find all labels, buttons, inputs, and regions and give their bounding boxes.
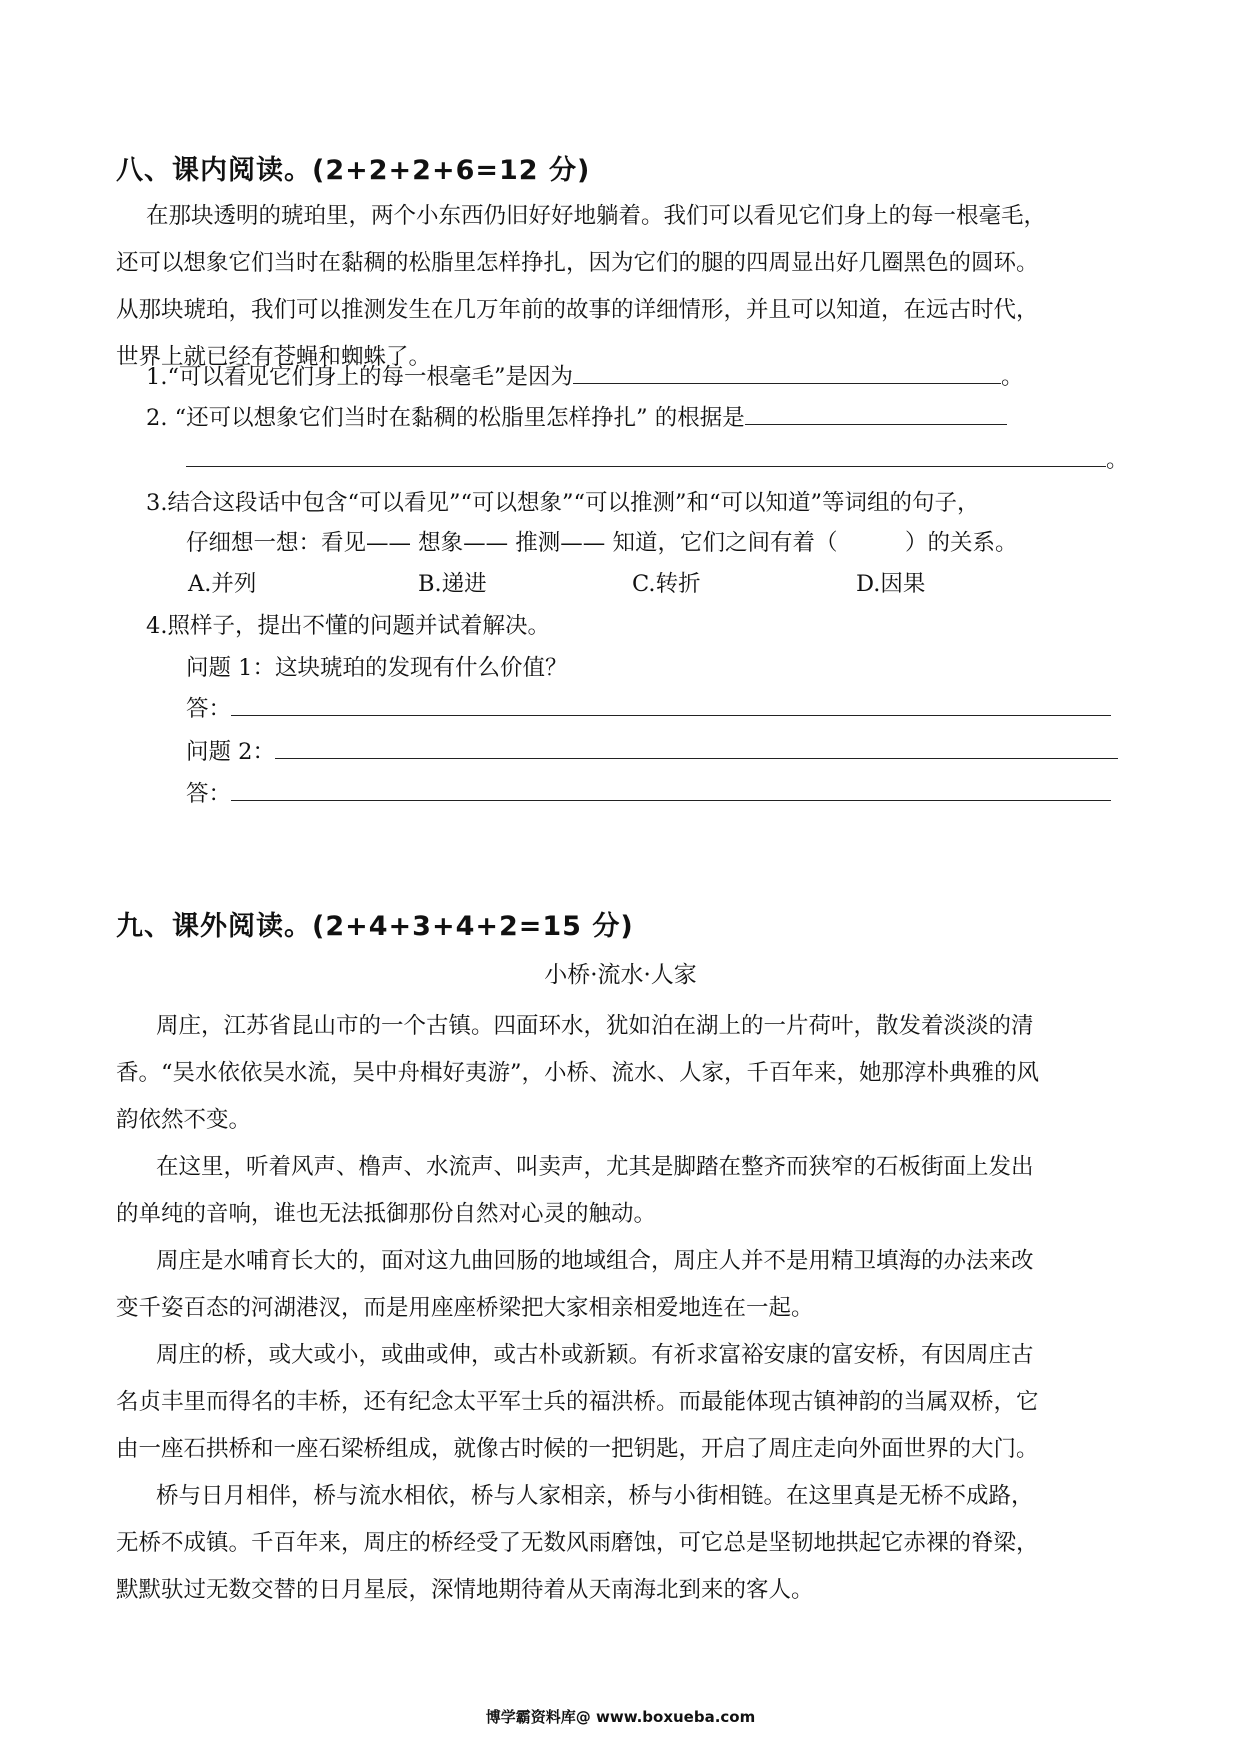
article-line: 由一座石拱桥和一座石梁桥组成，就像古时候的一把钥匙，开启了周庄走向外面世界的大门。 — [116, 1436, 1039, 1462]
question-3-line2: 仔细想一想：看见—— 想象—— 推测—— 知道，它们之间有着（ ）的关系。 — [186, 530, 1018, 556]
article-line: 默默驮过无数交替的日月星辰，深情地期待着从天南海北到来的客人。 — [116, 1577, 814, 1603]
article-line: 韵依然不变。 — [116, 1107, 252, 1133]
question-1 — [146, 354, 1024, 401]
article-line: 的单纯的音响，谁也无法抵御那份自然对心灵的触动。 — [116, 1201, 657, 1227]
article-line: 香。“吴水依依吴水流，吴中舟楫好夷游”，小桥、流水、人家，千百年来，她那淳朴典雅的风 — [116, 1060, 1040, 1086]
answer-label: 答： — [186, 696, 232, 722]
article-line: 名贞丰里而得名的丰桥，还有纪念太平军士兵的福洪桥。而最能体现古镇神韵的当属双桥，它 — [116, 1389, 1039, 1415]
page-footer: 博学霸资料库@ www.boxueba.com — [485, 1708, 756, 1726]
passage-line: 从那块琥珀，我们可以推测发生在几万年前的故事的详细情形，并且可以知道，在远古时代， — [116, 297, 1039, 323]
section9-heading: 九、课外阅读。(2+4+3+4+2=15 分) — [116, 911, 634, 942]
article-title: 小桥·流水·人家 — [544, 962, 697, 988]
article-line: 周庄，江苏省昆山市的一个古镇。四面环水，犹如泊在湖上的一片荷叶，散发着淡淡的清 — [156, 1013, 1034, 1039]
article-line: 无桥不成镇。千百年来，周庄的桥经受了无数风雨磨蚀，可它总是坚韧地拱起它赤裸的脊梁， — [116, 1530, 1039, 1556]
option-c[interactable]: C.转折 — [632, 571, 701, 597]
answer-blank[interactable] — [275, 736, 1118, 759]
article-line: 桥与日月相伴，桥与流水相依，桥与人家相亲，桥与小街相链。在这里真是无桥不成路， — [156, 1483, 1034, 1509]
answer-label: 答： — [186, 781, 232, 807]
question-4-example: 问题 1：这块琥珀的发现有什么价值？ — [186, 655, 568, 681]
answer-blank[interactable] — [186, 444, 1106, 467]
article-line: 在这里，听着风声、橹声、水流声、叫卖声，尤其是脚踏在整齐而狭窄的石板街面上发出 — [156, 1154, 1034, 1180]
article-line: 变千姿百态的河湖港汊，而是用座座桥梁把大家相亲相爱地连在一起。 — [116, 1295, 814, 1321]
answer-blank[interactable] — [745, 402, 1007, 425]
question-4: 4.照样子，提出不懂的问题并试着解决。 — [146, 613, 550, 639]
question-3: 3.结合这段话中包含“可以看见”“可以想象”“可以推测”和“可以知道”等词组的句子， — [146, 490, 980, 516]
answer-row-1 — [186, 686, 1111, 733]
question-1-end: 。 — [1000, 364, 1024, 390]
answer-blank[interactable] — [231, 693, 1111, 716]
passage-line: 还可以想象它们当时在黏稠的松脂里怎样挣扎，因为它们的腿的四周显出好几圈黑色的圆环。 — [116, 250, 1039, 276]
answer-blank[interactable] — [231, 778, 1111, 801]
question-2-label: 问题 2： — [186, 739, 275, 765]
section9-article — [116, 1003, 1126, 1614]
option-b[interactable]: B.递进 — [418, 571, 487, 597]
section8-passage — [116, 193, 1126, 381]
option-a[interactable]: A.并列 — [188, 571, 257, 597]
article-line: 周庄的桥，或大或小，或曲或伸，或古朴或新颖。有祈求富裕安康的富安桥，有因周庄古 — [156, 1342, 1034, 1368]
answer-blank[interactable] — [573, 361, 1001, 384]
article-line: 周庄是水哺育长大的，面对这九曲回肠的地域组合，周庄人并不是用精卫填海的办法来改 — [156, 1248, 1034, 1274]
question-2-end: 。 — [1106, 447, 1129, 473]
section8-heading: 八、课内阅读。(2+2+2+6=12 分) — [116, 155, 591, 186]
question-2-continued — [186, 437, 1129, 484]
answer-row-2 — [186, 771, 1111, 818]
question-2 — [146, 395, 1007, 442]
option-d[interactable]: D.因果 — [856, 571, 926, 597]
passage-line: 世界上就已经有苍蝇和蜘蛛了。 — [116, 344, 432, 370]
question-1-text: 1.“可以看见它们身上的每一根毫毛”是因为 — [146, 364, 573, 390]
passage-line: 在那块透明的琥珀里，两个小东西仍旧好好地躺着。我们可以看见它们身上的每一根毫毛， — [146, 203, 1047, 229]
question-2-row — [186, 729, 1118, 776]
question-2-text: 2. “还可以想象它们当时在黏稠的松脂里怎样挣扎” 的根据是 — [146, 405, 745, 431]
